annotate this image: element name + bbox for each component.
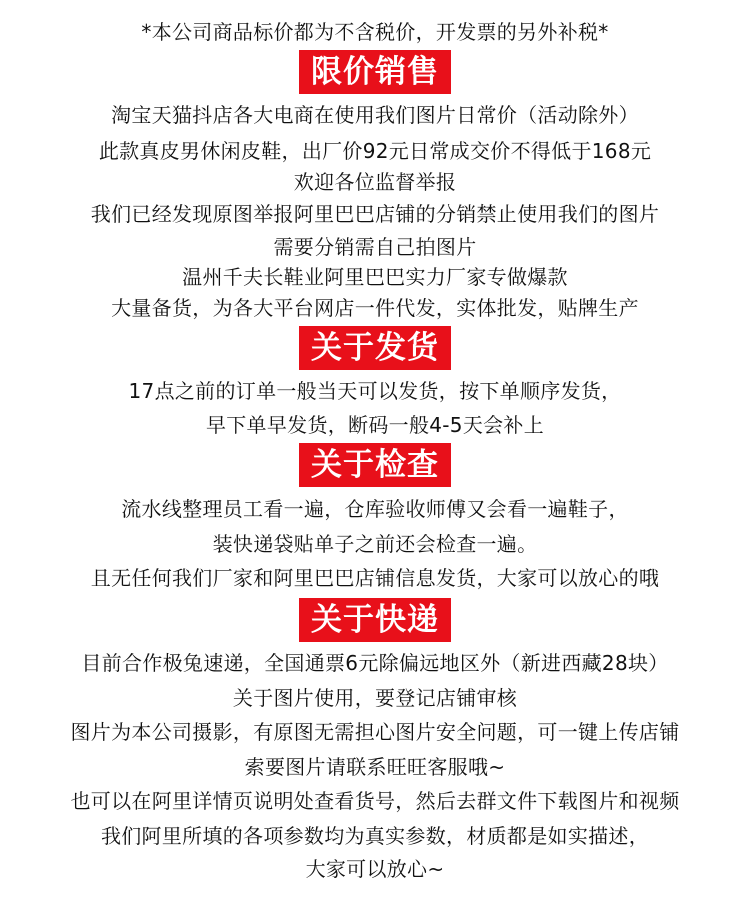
section-title-inspection: 关于检查 [299,443,451,487]
section-line: 需要分销需自己拍图片 [273,235,477,259]
section-title-courier: 关于快递 [299,598,451,642]
section-title-price-limit: 限价销售 [299,50,451,94]
section-line: 我们阿里所填的各项参数均为真实参数，材质都是如实描述， [100,824,650,848]
section-line: 温州千夫长鞋业阿里巴巴实力厂家专做爆款 [182,265,568,289]
section-line: 关于图片使用，要登记店铺审核 [232,686,518,710]
section-line: 图片为本公司摄影，有原图无需担心图片安全问题，可一键上传店铺 [70,720,680,744]
section-line: 我们已经发现原图举报阿里巴巴店铺的分销禁止使用我们的图片 [90,202,660,226]
section-line: 17点之前的订单一般当天可以发货，按下单顺序发货， [128,379,622,403]
section-line: 大家可以放心~ [305,857,445,881]
section-line: 大量备货，为各大平台网店一件代发，实体批发，贴牌生产 [111,296,639,320]
section-title-shipping: 关于发货 [299,326,451,370]
section-line: 淘宝天猫抖店各大电商在使用我们图片日常价（活动除外） [111,103,639,127]
section-line: 也可以在阿里详情页说明处查看货号，然后去群文件下载图片和视频 [70,789,680,813]
section-line: 且无任何我们厂家和阿里巴巴店铺信息发货，大家可以放心的哦 [90,566,660,590]
section-line: 索要图片请联系旺旺客服哦~ [244,755,506,779]
section-line: 流水线整理员工看一遍，仓库验收师傅又会看一遍鞋子， [121,497,629,521]
section-line: 早下单早发货，断码一般4-5天会补上 [205,413,545,437]
section-line: 目前合作极兔速递，全国通票6元除偏远地区外（新进西藏28块） [81,651,669,675]
tax-note: *本公司商品标价都为不含税价，开发票的另外补税* [141,20,609,44]
section-line: 欢迎各位监督举报 [293,170,457,194]
section-line: 装快递袋贴单子之前还会检查一遍。 [212,532,538,556]
section-line: 此款真皮男休闲皮鞋，出厂价92元日常成交价不得低于168元 [98,139,652,163]
